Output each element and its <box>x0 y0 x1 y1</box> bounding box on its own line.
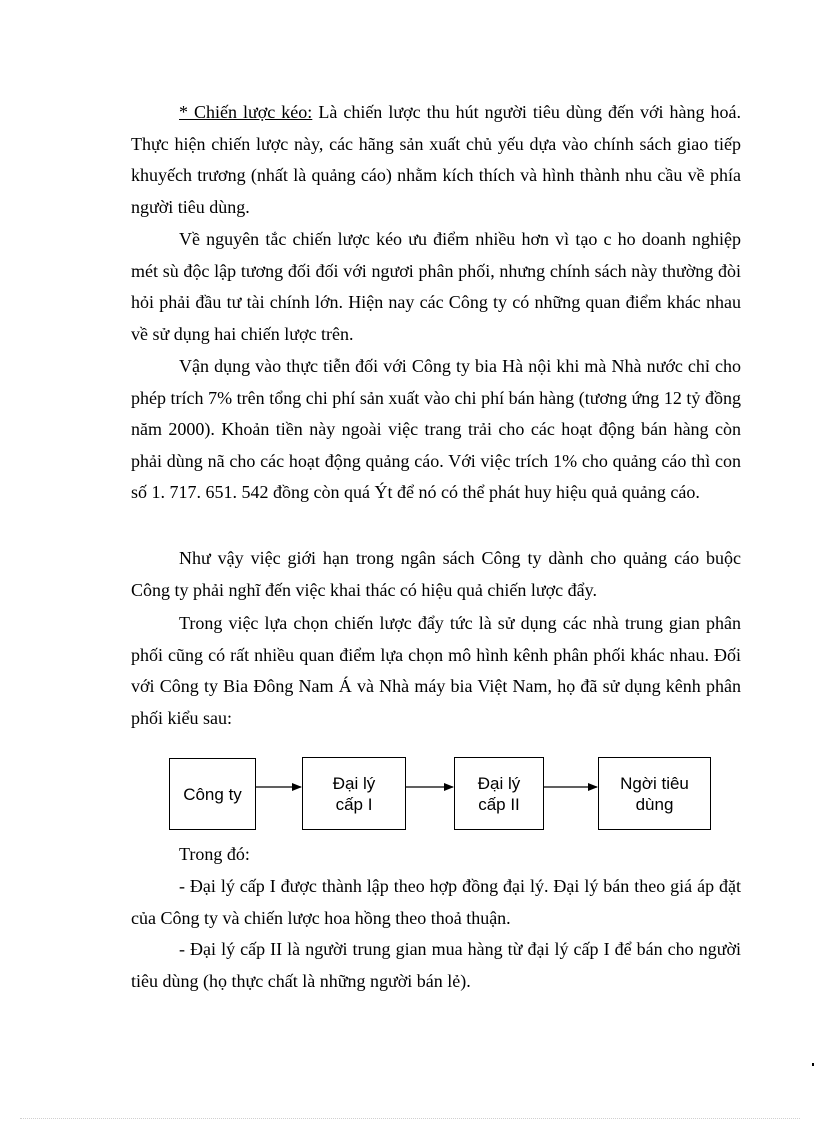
paragraph-hanoi-beer: Vận dụng vào thực tiễn đối với Công ty bia Hà nội khi mà Nhà nước chỉ cho phép trích 7% trên tổng chi phí sản xuất vào chi phí bán hàng (tương ứng 12 tỷ đồng năm 2000). Khoản tiền này ngoài việc trang trải cho các hoạt động bán hàng còn phải dùng nã cho các hoạt động quảng cáo. Với việc trích 1% cho quảng cáo thì con số 1. 717. 651. 542 đồng còn quá Ýt để nó có thể phát huy hiệu quả quảng cáo. <box>131 356 741 502</box>
paragraph-budget-limit: Như vậy việc giới hạn trong ngân sách Công ty dành cho quảng cáo buộc Công ty phải nghĩ đến việc khai thác có hiệu quả chiến lược đẩy. <box>131 548 741 600</box>
box-company <box>169 758 256 830</box>
box-agent-level-1-line1: Đại lý <box>332 773 376 793</box>
box-agent-level-2-line2: cấp II <box>478 794 520 814</box>
paragraph-where: Trong đó: <box>179 844 250 864</box>
box-agent-level-1-line2: cấp I <box>335 794 373 814</box>
pull-strategy-text: Là chiến lược thu hút người tiêu dùng đến với hàng hoá. Thực hiện chiến lược này, các hãng sản xuất chủ yếu dựa vào chính sách giao tiếp khuyếch trương (nhất là quảng cáo) nhằm kích thích và hình thành nhu cầu về phía người tiêu dùng. <box>131 102 741 217</box>
paragraph-pull-principle: Về nguyên tắc chiến lược kéo ưu điểm nhiều hơn vì tạo c ho doanh nghiệp mét sù độc lập tương đối đối với ngươi phân phối, nhưng chính sách này thường đòi hỏi phải đầu tư tài chính lớn. Hiện nay các Công ty có những quan điểm khác nhau về sử dụng hai chiến lược trên. <box>131 229 741 344</box>
pull-strategy-label: * Chiến lược kéo: <box>179 102 313 122</box>
box-agent-level-2-line1: Đại lý <box>477 773 521 793</box>
box-consumer-line2: dùng <box>635 794 674 814</box>
margin-mark <box>812 1063 814 1066</box>
paragraph-pull-strategy <box>131 97 741 223</box>
box-company-label: Công ty <box>183 784 242 804</box>
box-agent-level-2 <box>454 757 544 830</box>
box-consumer-line1: Ngời tiêu <box>620 773 689 793</box>
page-bottom-border <box>20 1118 800 1119</box>
box-agent-level-1 <box>302 757 406 830</box>
paragraph-agent-level-1: - Đại lý cấp I được thành lập theo hợp đồng đại lý. Đại lý bán theo giá áp đặt của Công ty và chiến lược hoa hồng theo thoả thuận. <box>131 876 741 928</box>
paragraph-agent-level-2: - Đại lý cấp II là người trung gian mua hàng từ đại lý cấp I để bán cho người tiêu dùng (họ thực chất là những người bán lẻ). <box>131 939 741 991</box>
paragraph-push-strategy: Trong việc lựa chọn chiến lược đẩy tức là sử dụng các nhà trung gian phân phối cũng có rất nhiều quan điểm lựa chọn mô hình kênh phân phối khác nhau. Đối với Công ty Bia Đông Nam Á và Nhà máy bia Việt Nam, họ đã sử dụng kênh phân phối kiểu sau: <box>131 613 741 728</box>
box-consumer <box>598 757 711 830</box>
